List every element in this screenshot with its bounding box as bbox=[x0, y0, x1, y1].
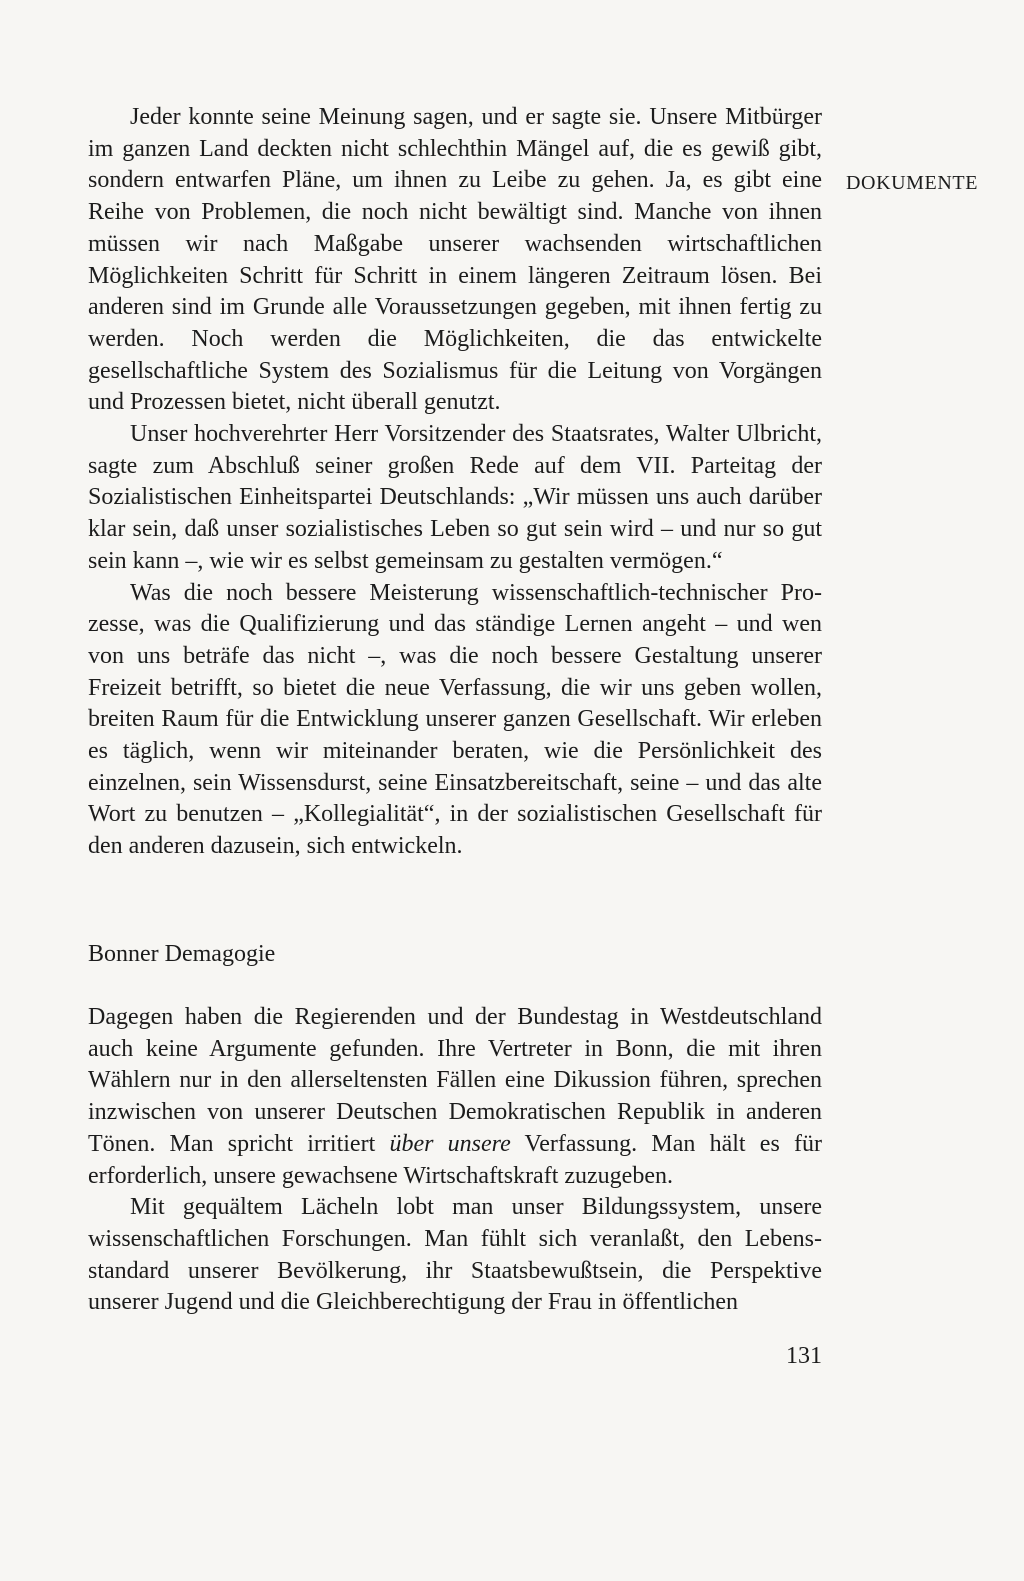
paragraph: Mit gequältem Lächeln lobt man unser Bildungssystem, unsere wissenschaftlichen Forschungen. Man fühlt sich veranlaßt, den Lebensstandard unserer Bevölkerung, ihr Staatsbewußtsein, die Perspektive unserer Jugend und die Gleichberechtigung der Frau in öffentlichen bbox=[88, 1194, 822, 1316]
paragraph-text: Verfassung. Man hält es für erforderlich, unsere gewachsene Wirtschaftskraft zuzugeben. bbox=[88, 1130, 823, 1189]
section-heading: Bonner Demagogie bbox=[88, 941, 276, 967]
paragraph: Was die noch bessere Meisterung wissenschaftlich-technischer Prozesse, was die Qualifizierung und das ständige Lernen angeht – und wen von uns beträfe das nicht –, was die noch bessere Gestaltung unserer Freizeit betrifft, so bietet die neue Verfassung, die wir uns geben wollen, breiten Raum für die Entwicklung unserer ganzen Gesellschaft. Wir erleben es täglich, wenn wir miteinander beraten, wie die Persönlichkeit des einzelnen, sein Wissensdurst, seine Einsatzbereitschaft, seine – und das alte Wort zu benutzen – „Kollegialität“, in der sozialistischen Gesellschaft für den anderen dazusein, sich entwickeln. bbox=[88, 579, 822, 860]
section-one-body bbox=[88, 102, 822, 863]
paragraph: Jeder konnte seine Meinung sagen, und er sagte sie. Unsere Mitbürger im ganzen Land deckten nicht schlechthin Mängel auf, die es gewiß gibt, sondern entwarfen Pläne, um ihnen zu Leibe zu gehen. Ja, es gibt eine Reihe von Problemen, die noch nicht bewältigt sind. Manche von ihnen müssen wir nach Maßgabe unserer wachsenden wirtschaftlichen Möglichkeiten Schritt für Schritt in einem längeren Zeitraum lösen. Bei anderen sind im Grunde alle Voraussetzungen gegeben, mit ihnen fertig zu werden. Noch werden die Möglichkeiten, die das entwickelte gesellschaftliche System des Sozialismus für die Leitung von Vorgängen und Prozessen bietet, nicht überall genutzt. bbox=[88, 104, 822, 416]
paragraph-text: Dagegen haben die Regierenden und der Bundestag in Westdeutschland auch keine Argumente gefunden. Ihre Vertreter in Bonn, die mit ihren Wählern nur in den allerseltensten Fällen eine Dikussion führen, sprechen inzwischen von unserer Deutschen Demokratischen Republik in anderen Tönen. Man spricht irritiert bbox=[88, 1004, 822, 1157]
italic-emphasis: über unsere bbox=[389, 1130, 511, 1157]
paragraph bbox=[88, 1002, 822, 1192]
page-number: 131 bbox=[786, 1343, 822, 1369]
paragraph: Unser hochverehrter Herr Vorsitzender des Staatsrates, Walter Ulbricht, sagte zum Abschluß seiner großen Rede auf dem VII. Parteitag der Sozialistischen Einheitspartei Deutschlands: „Wir müssen uns auch darüber klar sein, daß unser sozialistisches Leben so gut sein wird – und nur so gut sein kann –, wie wir es selbst gemeinsam zu gestalten vermögen.“ bbox=[88, 421, 822, 574]
section-two-body bbox=[88, 1002, 822, 1319]
margin-label: DOKUMENTE bbox=[846, 172, 979, 194]
